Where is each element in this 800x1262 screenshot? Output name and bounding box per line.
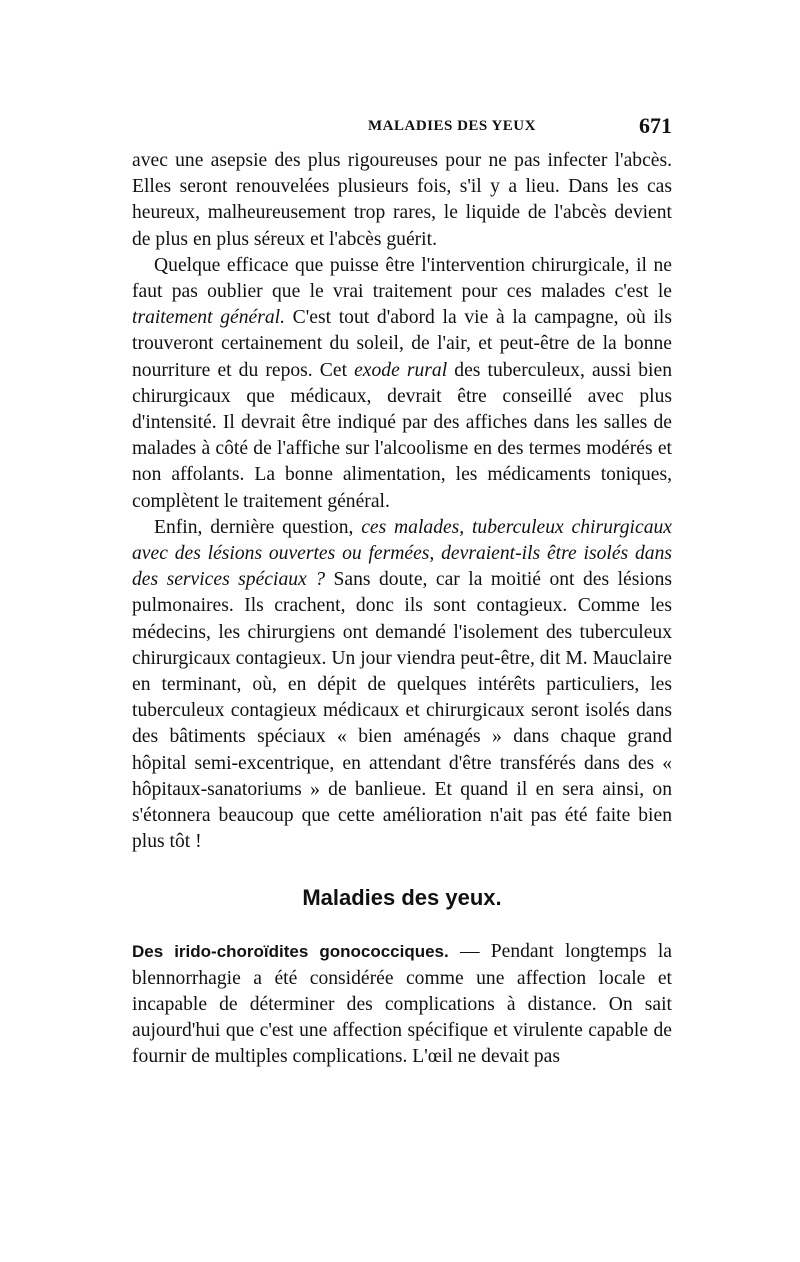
paragraph-text: Quelque efficace que puisse être l'intervention chirurgicale, il ne faut pas oublier que le vrai traitement pour ces malades c'est le [132, 254, 672, 303]
page-number: 671 [639, 113, 672, 138]
paragraph-traitement-general [132, 253, 672, 515]
paragraph-text: Enfin, dernière question, [154, 516, 362, 538]
italic-question: ces malades, tuberculeux chirurgicaux avec des lésions ouvertes ou fermées, devraient-ils être isolés dans des services spéciaux ? [132, 516, 672, 591]
section-heading: Maladies des yeux. [302, 885, 502, 911]
paragraph-isolement [132, 515, 672, 856]
paragraph-text: C'est tout d'abord la vie à la campagne, où ils trouveront certainement du soleil, de l'air, et peut-être de la bonne nourriture et du repos. Cet [132, 307, 673, 381]
run-in-heading: Des irido-choroïdites gonococciques. [132, 942, 449, 962]
paragraph-text: Sans doute, car la moitié ont des lésions pulmonaires. Ils crachent, donc ils sont contagieux. Comme les médecins, les chirurgiens ont demandé l'isolement des tuberculeux chirurgicaux contagieux. Un jour viendra peut-être, dit M. Mauclaire en terminant, où, en dépit de quelques intérêts particuliers, les tuberculeux contagieux médicaux et chirurgicaux seront isolés dans des bâtiments spéciaux « bien aménagés » dans chaque grand hôpital semi-excentrique, en attendant d'être transférés dans des « hôpitaux-sanatoriums » de banlieue. Et quand il en sera ainsi, on s'étonnera beaucoup que cette amélioration n'ait pas été faite bien plus tôt ! [132, 569, 672, 853]
italic-phrase: exode rural [354, 359, 448, 381]
book-page [132, 108, 672, 1071]
paragraph-abces [132, 148, 672, 253]
paragraph-text: — Pendant longtemps la blennorrhagie a été considérée comme une affection locale et incapable de déterminer des complications à distance. On sait aujourd'hui que c'est une affection spécifique et virulente capable de fournir de multiples complications. L'œil ne devait pas [132, 941, 672, 1068]
paragraph-irido-choroidites [132, 939, 672, 1070]
paragraph-text: des tuberculeux, aussi bien chirurgicaux que médicaux, devrait être conseillé avec plus d'intensité. Il devrait être indiqué par des affiches dans les salles de malades à côté de l'affiche sur l'alcoolisme en des termes modérés et non affolants. La bonne alimentation, les médicaments toniques, complètent le traitement général. [132, 359, 672, 512]
italic-phrase: traitement général. [132, 307, 285, 329]
running-title: MALADIES DES YEUX [368, 118, 536, 134]
running-head [132, 108, 672, 148]
paragraph-abces-text: avec une asepsie des plus rigoureuses pour ne pas infecter l'abcès. Elles seront renouvelées plusieurs fois, s'il y a lieu. Dans les cas heureux, malheureusement trop rares, le liquide de l'abcès devient de plus en plus séreux et l'abcès guérit. [132, 150, 672, 250]
